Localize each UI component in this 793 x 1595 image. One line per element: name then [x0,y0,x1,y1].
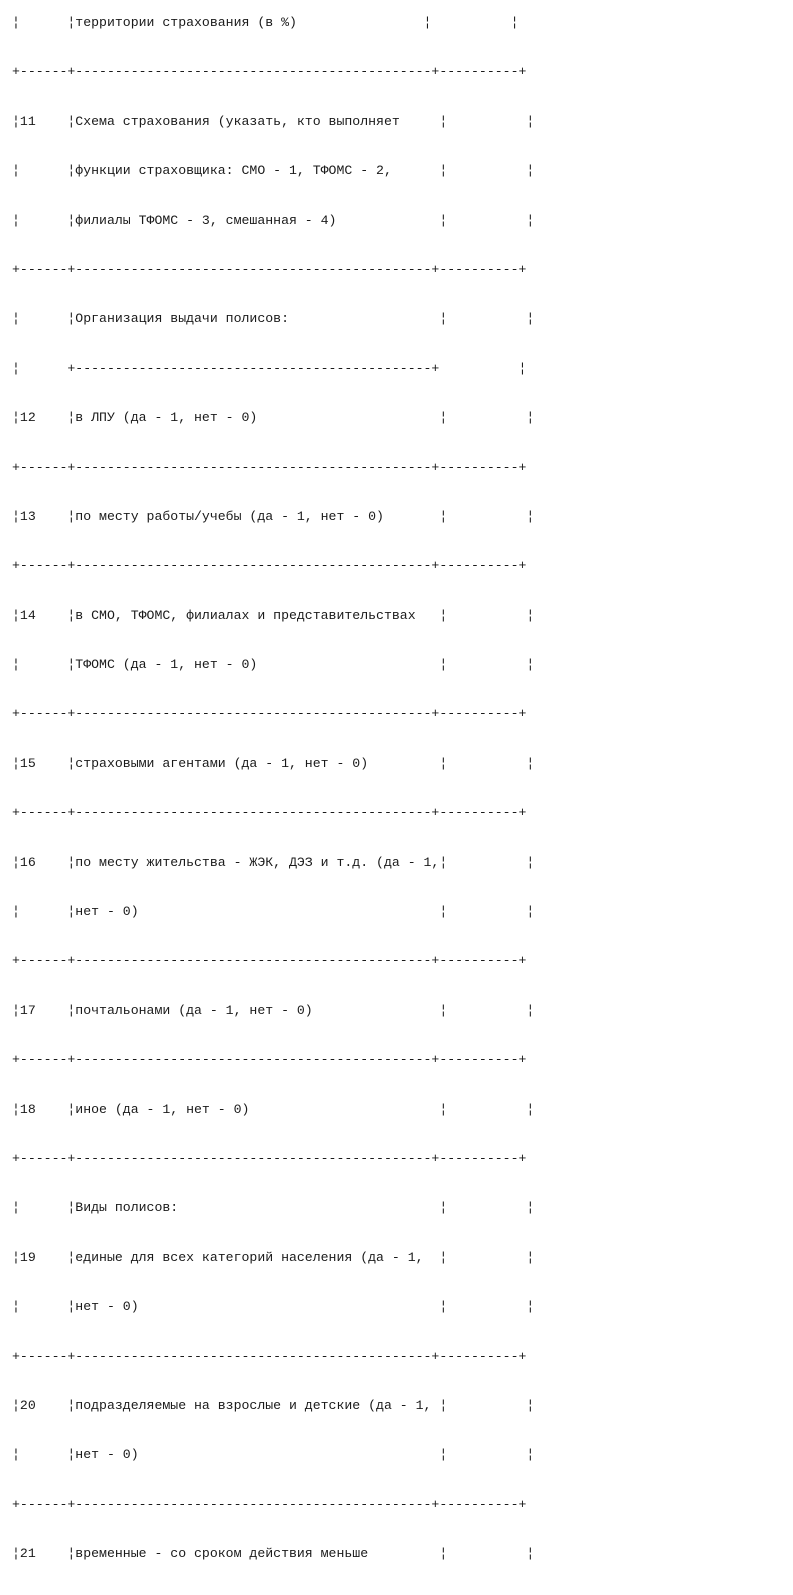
table-line: +------+---------------------------------------------+----------+ [12,1348,527,1364]
table-line: ¦18 ¦иное (да - 1, нет - 0) ¦ ¦ [12,1101,535,1117]
table-line: ¦13 ¦по месту работы/учебы (да - 1, нет - 0) ¦ ¦ [12,508,535,524]
table-line: ¦ ¦филиалы ТФОМС - 3, смешанная - 4) ¦ ¦ [12,212,535,228]
table-line: ¦ ¦нет - 0) ¦ ¦ [12,904,535,920]
table-line: ¦ +---------------------------------------------+ ¦ [12,360,527,376]
table-line: +------+---------------------------------------------+----------+ [12,459,527,475]
document-table [12,14,534,1595]
table-line: ¦ ¦Организация выдачи полисов: ¦ ¦ [12,311,535,327]
table-line: +------+---------------------------------------------+----------+ [12,64,527,80]
table-line: ¦20 ¦подразделяемые на взрослые и детские (да - 1, ¦ ¦ [12,1397,535,1413]
table-line: ¦14 ¦в СМО, ТФОМС, филиалах и представительствах ¦ ¦ [12,607,535,623]
table-line: ¦15 ¦страховыми агентами (да - 1, нет - 0) ¦ ¦ [12,755,535,771]
table-line: ¦17 ¦почтальонами (да - 1, нет - 0) ¦ ¦ [12,1002,535,1018]
table-line: ¦ ¦нет - 0) ¦ ¦ [12,1447,535,1463]
table-line: ¦21 ¦временные - со сроком действия меньше ¦ ¦ [12,1546,535,1562]
table-line: ¦ ¦ТФОМС (да - 1, нет - 0) ¦ ¦ [12,657,535,673]
table-line: ¦ ¦нет - 0) ¦ ¦ [12,1299,535,1315]
table-line: +------+---------------------------------------------+----------+ [12,805,527,821]
table-line: ¦12 ¦в ЛПУ (да - 1, нет - 0) ¦ ¦ [12,410,535,426]
table-line: +------+---------------------------------------------+----------+ [12,706,527,722]
table-line: +------+---------------------------------------------+----------+ [12,1496,527,1512]
table-line: ¦11 ¦Схема страхования (указать, кто выполняет ¦ ¦ [12,113,535,129]
table-line: +------+---------------------------------------------+----------+ [12,953,527,969]
table-line: ¦ ¦функции страховщика: СМО - 1, ТФОМС - 2, ¦ ¦ [12,163,535,179]
table-line: ¦ ¦Виды полисов: ¦ ¦ [12,1200,535,1216]
table-line: ¦16 ¦по месту жительства - ЖЭК, ДЭЗ и т.д. (да - 1,¦ ¦ [12,854,535,870]
table-line: +------+---------------------------------------------+----------+ [12,1052,527,1068]
table-line: ¦ ¦территории страхования (в %) ¦ ¦ [12,15,519,30]
table-line: +------+---------------------------------------------+----------+ [12,558,527,574]
table-line: +------+---------------------------------------------+----------+ [12,261,527,277]
table-line: +------+---------------------------------------------+----------+ [12,1150,527,1166]
table-line: ¦19 ¦единые для всех категорий населения (да - 1, ¦ ¦ [12,1249,535,1265]
